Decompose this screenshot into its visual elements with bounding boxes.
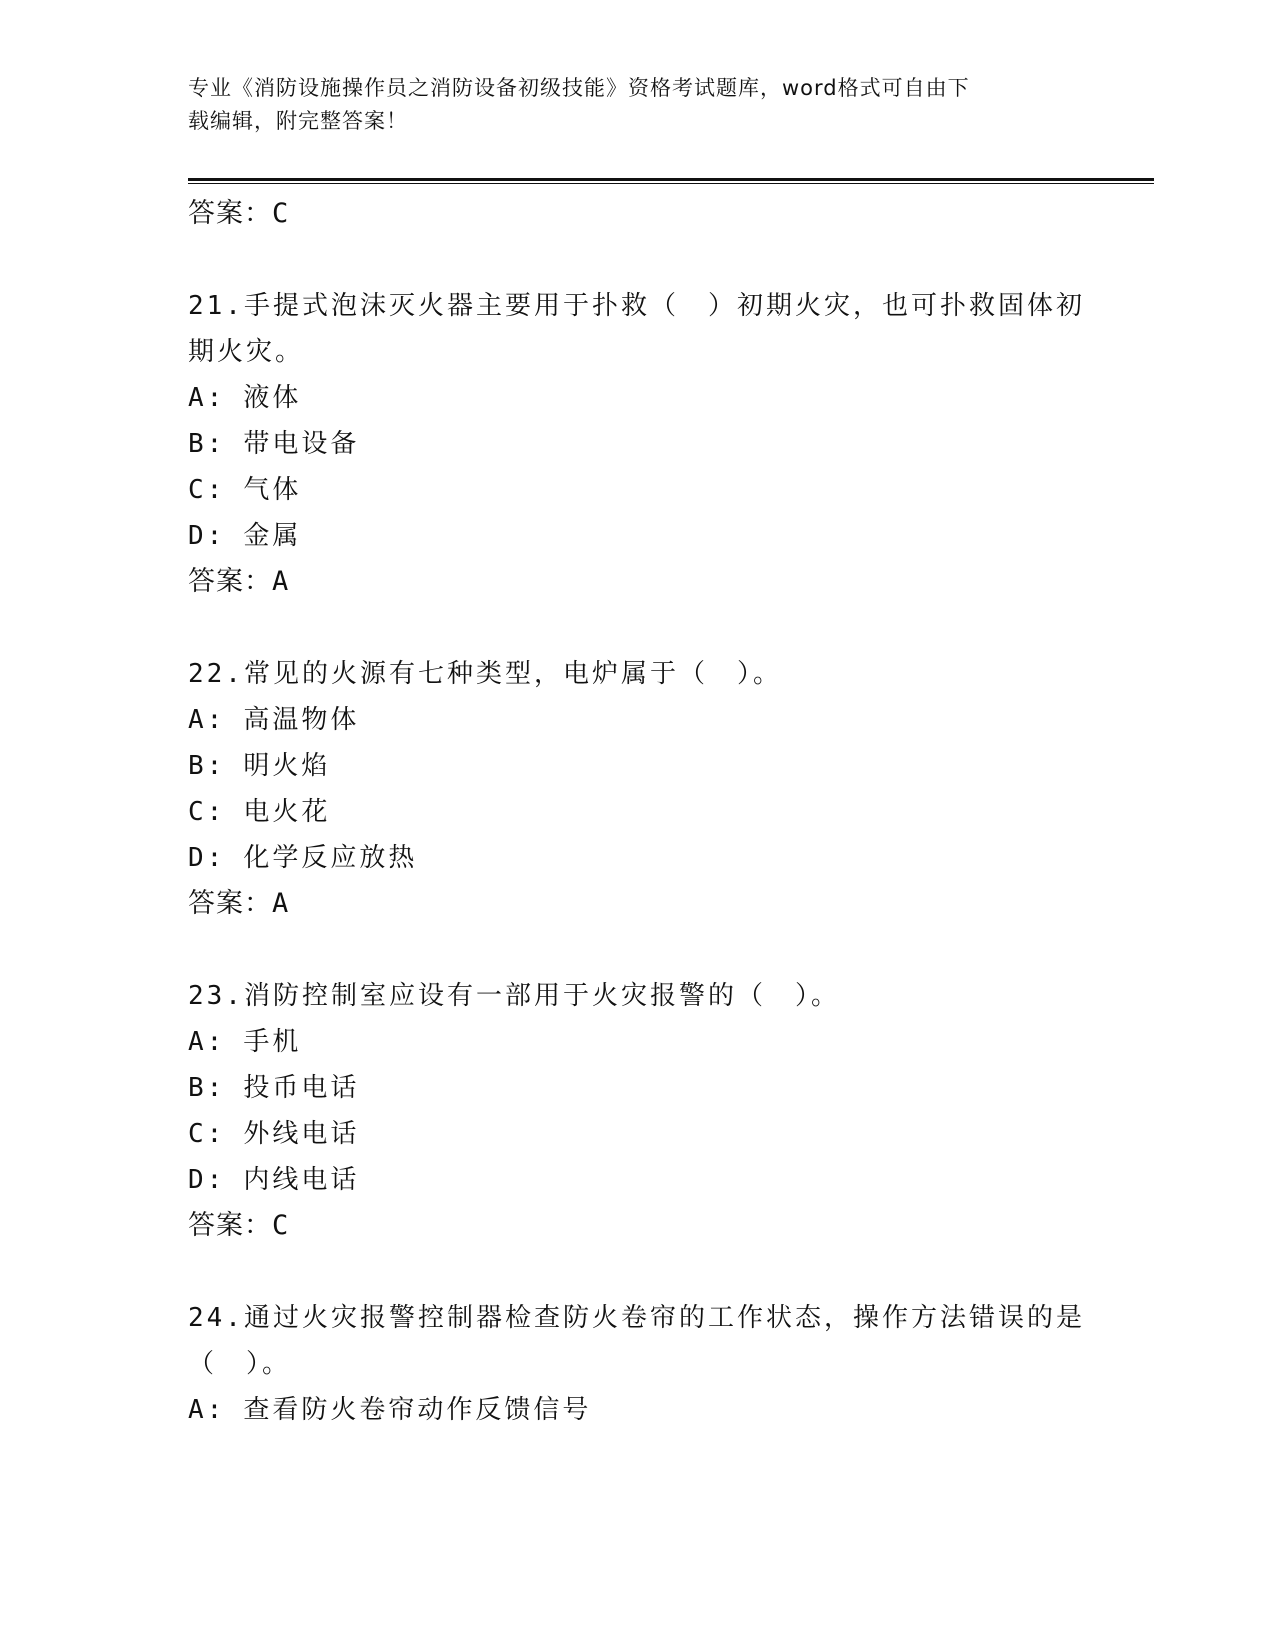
option-text: 明火焰 — [243, 751, 331, 781]
option-key: A: — [188, 383, 226, 413]
option-text: 投币电话 — [243, 1073, 360, 1103]
option-text: 高温物体 — [243, 705, 360, 735]
option-a — [188, 375, 1088, 421]
spacer — [188, 1249, 1088, 1295]
question-21 — [188, 283, 1088, 605]
question-stem-line: 24.通过火灾报警控制器检查防火卷帘的工作状态，操作方法错误的是 — [188, 1303, 1085, 1333]
answer-value: C — [272, 1210, 290, 1241]
question-24 — [188, 1295, 1088, 1433]
option-text: 手机 — [243, 1027, 302, 1057]
option-a — [188, 697, 1088, 743]
option-key: C: — [188, 1119, 226, 1149]
question-answer — [188, 1203, 1088, 1249]
answer-value: A — [272, 566, 290, 597]
question-list — [188, 191, 1088, 1433]
answer-value: C — [272, 198, 290, 229]
question-answer — [188, 881, 1088, 927]
question-stem-line: （ ）。 — [188, 1349, 292, 1379]
question-stem-line: 23.消防控制室应设有一部用于火灾报警的（ ）。 — [188, 981, 840, 1011]
option-text: 内线电话 — [243, 1165, 360, 1195]
spacer — [188, 605, 1088, 651]
option-key: B: — [188, 751, 226, 781]
option-c — [188, 1111, 1088, 1157]
document-header — [188, 72, 1088, 138]
previous-answer — [188, 191, 1088, 237]
header-line-2: 载编辑，附完整答案！ — [188, 109, 408, 133]
header-line-1: 专业《消防设施操作员之消防设备初级技能》资格考试题库，word格式可自由下 — [188, 76, 970, 100]
spacer — [188, 927, 1088, 973]
option-a — [188, 1387, 1088, 1433]
option-d — [188, 835, 1088, 881]
header-rule-thick — [188, 178, 1154, 181]
option-key: B: — [188, 1073, 226, 1103]
option-d — [188, 513, 1088, 559]
option-key: B: — [188, 429, 226, 459]
question-23 — [188, 973, 1088, 1249]
option-key: C: — [188, 797, 226, 827]
answer-label: 答案： — [188, 1210, 272, 1241]
option-key: C: — [188, 475, 226, 505]
question-stem-line: 21.手提式泡沫灭火器主要用于扑救（ ）初期火灾，也可扑救固体初 — [188, 291, 1085, 321]
option-b — [188, 421, 1088, 467]
option-text: 液体 — [243, 383, 302, 413]
option-b — [188, 1065, 1088, 1111]
option-key: D: — [188, 843, 226, 873]
option-b — [188, 743, 1088, 789]
spacer — [188, 237, 1088, 283]
option-text: 外线电话 — [243, 1119, 360, 1149]
option-c — [188, 789, 1088, 835]
question-answer — [188, 559, 1088, 605]
option-key: D: — [188, 521, 226, 551]
answer-value: A — [272, 888, 290, 919]
option-text: 电火花 — [243, 797, 331, 827]
header-rule-thin — [188, 183, 1154, 184]
question-22 — [188, 651, 1088, 927]
option-text: 查看防火卷帘动作反馈信号 — [243, 1395, 592, 1425]
option-a — [188, 1019, 1088, 1065]
option-text: 气体 — [243, 475, 302, 505]
question-stem-line: 期火灾。 — [188, 337, 305, 367]
option-text: 化学反应放热 — [243, 843, 418, 873]
option-key: A: — [188, 1395, 226, 1425]
answer-label: 答案： — [188, 198, 272, 229]
option-d — [188, 1157, 1088, 1203]
option-text: 带电设备 — [243, 429, 360, 459]
question-stem-line: 22.常见的火源有七种类型，电炉属于（ ）。 — [188, 659, 782, 689]
option-key: D: — [188, 1165, 226, 1195]
answer-label: 答案： — [188, 888, 272, 919]
answer-label: 答案： — [188, 566, 272, 597]
option-key: A: — [188, 1027, 226, 1057]
option-c — [188, 467, 1088, 513]
option-key: A: — [188, 705, 226, 735]
option-text: 金属 — [243, 521, 302, 551]
